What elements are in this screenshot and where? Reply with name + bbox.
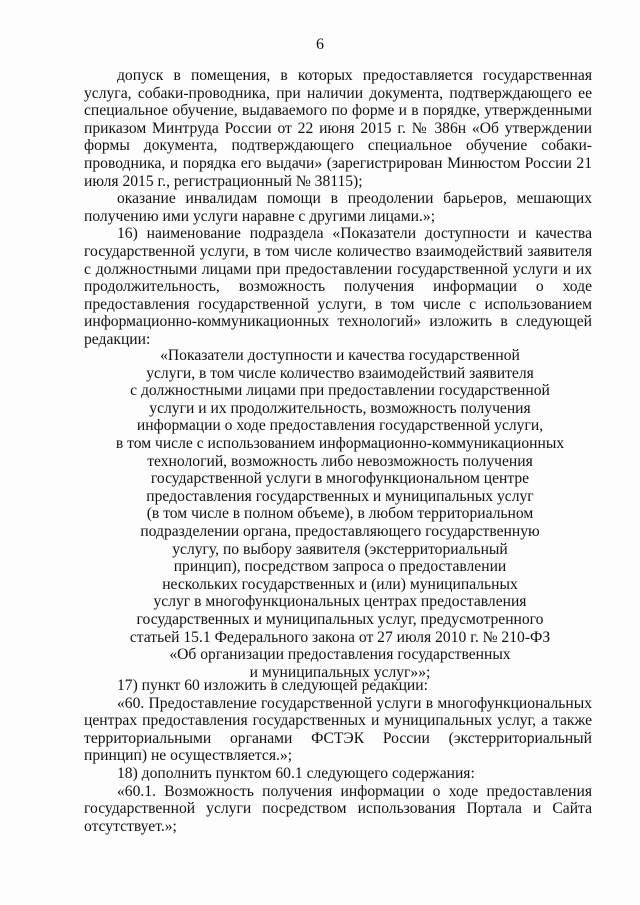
quote-line: услуги, в том числе количество взаимодействий заявителя	[146, 364, 534, 382]
body-text-bottom	[84, 677, 592, 835]
body-text-top	[84, 67, 592, 349]
paragraph-item-18: 18) дополнить пунктом 60.1 следующего содержания:	[117, 764, 475, 782]
quote-line: принцип), посредством запроса о предоставлении	[173, 558, 507, 576]
quote-line: услуг в многофункциональных центрах предоставления	[153, 593, 527, 611]
quote-line: подразделении органа, предоставляющего государственную	[140, 522, 540, 540]
quote-line: в том числе с использованием информационно-коммуникационных	[115, 434, 565, 452]
quote-line: статьей 15.1 Федерального закона от 27 июля 2010 г. № 210-ФЗ	[129, 628, 551, 646]
quote-line: информации о ходе предоставления государственной услуги,	[136, 417, 544, 435]
quote-line: технологий, возможность либо невозможность получения	[147, 452, 533, 470]
paragraph-point-60: «60. Предоставление государственной услуги в многофункциональных центрах предоставления государственных и муниципальных услуг, а также территориальными органами ФСТЭК России (экстерриториальный принцип) не осуществляется.»;	[84, 694, 592, 765]
paragraph-assistance: оказание инвалидам помощи в преодолении барьеров, мешающих получению ими услуги наравне с другими лицами.»;	[84, 190, 592, 225]
quote-line: государственной услуги в многофункциональном центре	[150, 470, 530, 488]
quote-line: предоставления государственных и муниципальных услуг	[146, 487, 534, 505]
quote-line: и муниципальных услуг»»;	[249, 663, 431, 681]
quote-line: «Об организации предоставления государственных	[169, 646, 511, 664]
paragraph-guide-dog: допуск в помещения, в которых предоставляется государственная услуга, собаки-проводника, при наличии документа, подтверждающего ее специальное обучение, выдаваемого по форме и в порядке, утвержденными приказом Минтруда России от 22 июня 2015 г. № 386н «Об утверждении формы документа, подтверждающего специальное обучение собаки-проводника, и порядка его выдачи» (зарегистрирован Минюстом России 21 июля 2015 г., регистрационный № 38115);	[84, 67, 592, 190]
paragraph-item-17: 17) пункт 60 изложить в следующей редакции:	[117, 677, 428, 694]
quoted-subsection-title	[100, 347, 580, 681]
page-number: 6	[316, 36, 324, 53]
quote-line: нескольких государственных и (или) муниципальных	[162, 575, 518, 593]
quote-line: государственных и муниципальных услуг, предусмотренного	[136, 610, 544, 628]
paragraph-item-16: 16) наименование подраздела «Показатели доступности и качества государственной услуги, в том числе количество взаимодействий заявителя с должностными лицами при предоставлении государственной услуги и их продолжительность, возможность получения информации о ходе предоставления государственной услуги, в том числе с использованием информационно-коммуникационных технологий» изложить в следующей редакции:	[84, 225, 592, 348]
quote-line: с должностными лицами при предоставлении государственной	[130, 382, 550, 400]
paragraph-point-60-1: «60.1. Возможность получения информации о ходе предоставления государственной услуги посредством использования Портала и Сайта отсутствует.»;	[84, 782, 592, 835]
quote-line: «Показатели доступности и качества государственной	[160, 347, 520, 364]
quote-line: (в том числе в полном объеме), в любом территориальном	[146, 505, 534, 523]
quote-line: услуги и их продолжительность, возможность получения	[149, 399, 531, 417]
quote-line: услугу, по выбору заявителя (экстерриториальный	[172, 540, 508, 558]
